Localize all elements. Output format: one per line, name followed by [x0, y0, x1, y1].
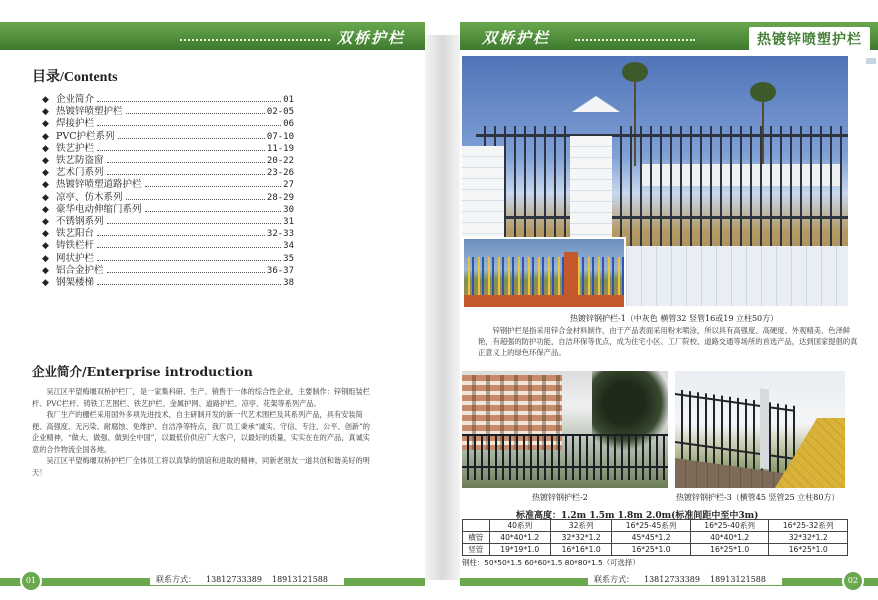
page-gutter — [425, 0, 460, 600]
toc-item — [42, 240, 294, 252]
diamond-bullet-icon: ◆ — [42, 95, 49, 105]
intro-title: 企业简介/Enterprise introduction — [32, 364, 253, 379]
toc-item-label: 铝合金护栏 — [56, 264, 104, 276]
toc-item-label: 不锈钢系列 — [56, 216, 104, 228]
toc-leader — [107, 272, 265, 273]
toc-leader — [126, 113, 265, 114]
fence-pillar — [760, 388, 769, 469]
table-of-contents — [42, 94, 294, 289]
right-header-bar — [460, 22, 878, 50]
spec-header-cell: 32系列 — [550, 520, 611, 532]
fence-bars — [462, 435, 668, 480]
toc-item — [42, 265, 294, 277]
toc-item-page: 36-37 — [266, 265, 294, 276]
diamond-bullet-icon: ◆ — [42, 168, 49, 179]
spec-cell: 32*32*1.2 — [769, 532, 848, 544]
toc-leader — [97, 260, 281, 261]
toc-item-page: 28-29 — [266, 192, 294, 203]
toc-item-label: 网状护栏 — [56, 252, 95, 264]
toc-leader — [107, 223, 282, 224]
diamond-bullet-icon: ◆ — [42, 143, 49, 154]
toc-leader — [97, 284, 281, 285]
toc-item — [42, 167, 294, 179]
toc-item-page: 07-10 — [266, 131, 294, 142]
toc-item-page: 01 — [283, 95, 294, 105]
toc-item — [42, 253, 294, 265]
pillar-cap — [566, 96, 626, 112]
spec-header-row — [463, 520, 848, 532]
fence-bars — [464, 257, 624, 297]
fence-base — [464, 295, 624, 307]
toc-title: 目录/Contents — [32, 70, 118, 85]
product-description — [478, 325, 858, 359]
spec-cell: 19*19*1.0 — [489, 544, 550, 556]
toc-leader — [126, 199, 265, 200]
toc-item-page: 32-33 — [266, 229, 294, 240]
toc-item-page: 23-26 — [266, 168, 294, 179]
fence-bars — [612, 126, 848, 246]
right-page-number: 02 — [842, 570, 864, 592]
diamond-bullet-icon: ◆ — [42, 217, 49, 228]
toc-leader — [118, 138, 265, 139]
caption-2: 热镀锌钢护栏-2 — [532, 493, 588, 502]
toc-item-label: 艺术门系列 — [56, 167, 104, 179]
toc-leader — [97, 150, 265, 151]
toc-item-page: 20-22 — [266, 156, 294, 167]
toc-item — [42, 143, 294, 155]
toc-item — [42, 216, 294, 228]
toc-item — [42, 106, 294, 118]
toc-item-label: 豪华电动伸缩门系列 — [56, 203, 142, 215]
diamond-bullet-icon: ◆ — [42, 229, 49, 240]
toc-item-label: PVC护栏系列 — [56, 130, 115, 142]
diamond-bullet-icon: ◆ — [42, 204, 49, 215]
toc-leader — [97, 247, 281, 248]
toc-item — [42, 192, 294, 204]
right-header-title: 双桥护栏 — [482, 29, 551, 47]
spec-row — [463, 532, 848, 544]
toc-item-label: 企业简介 — [56, 94, 95, 105]
spec-header-cell — [463, 520, 490, 532]
toc-item-page: 34 — [283, 241, 294, 252]
toc-item-label: 钢架楼梯 — [56, 277, 95, 289]
toc-item-label: 铸铁栏杆 — [56, 240, 95, 252]
toc-item — [42, 118, 294, 130]
toc-leader — [97, 125, 281, 126]
header-dotted-line — [575, 39, 695, 41]
contact-label: 联系方式： — [594, 575, 634, 584]
toc-item — [42, 277, 294, 289]
diamond-bullet-icon: ◆ — [42, 241, 49, 252]
diamond-bullet-icon: ◆ — [42, 278, 49, 289]
diamond-bullet-icon: ◆ — [42, 131, 49, 142]
diamond-bullet-icon: ◆ — [42, 107, 49, 118]
right-contact — [588, 574, 782, 585]
left-header-bar — [0, 22, 425, 50]
spec-header-cell: 40系列 — [489, 520, 550, 532]
header-dotted-line — [180, 39, 330, 41]
intro-paragraph: 吴江区平望梅堰双桥护栏厂全体员工将以真挚的情谊和进取的精神，同新老朋友一道共创和谐美好的明天！ — [32, 456, 370, 477]
toc-item-page: 31 — [283, 217, 294, 228]
toc-item — [42, 204, 294, 216]
spec-header-cell: 16*25-32系列 — [769, 520, 848, 532]
spec-cell: 40*40*1.2 — [489, 532, 550, 544]
spec-cell: 32*32*1.2 — [550, 532, 611, 544]
toc-item-page: 35 — [283, 253, 294, 264]
spec-cell: 16*25*1.0 — [690, 544, 769, 556]
spec-cell: 40*40*1.2 — [690, 532, 769, 544]
fence-rail — [462, 434, 668, 436]
spec-cell: 竖管 — [463, 544, 490, 556]
fence-photo-inset — [462, 237, 626, 309]
toc-item — [42, 131, 294, 143]
toc-item — [42, 94, 294, 106]
section-tab: 热镀锌喷塑护栏 — [749, 27, 870, 51]
toc-leader — [97, 235, 265, 236]
intro-text — [32, 386, 372, 478]
toc-item-label: 热镀锌喷塑道路护栏 — [56, 179, 142, 191]
diamond-bullet-icon: ◆ — [42, 253, 49, 264]
spec-header-cell: 16*25-40系列 — [690, 520, 769, 532]
toc-item-page: 30 — [283, 204, 294, 215]
phone-1: 13812733389 — [206, 575, 262, 584]
left-contact — [150, 574, 344, 585]
toc-leader — [145, 186, 282, 187]
intro-paragraph: 我厂生产的栅栏采用国外多项先进技术，自主研制开发的新一代艺术围栏及其系列产品，具有安装简便、高强度、无污染、耐腐蚀、免维护、自洁净等特点，我厂员工秉承“诚实、守信、专注、公平、创新”的企业精神，“做大、做强、做到全中国”，以最低价供应广大客户，以最好的质量，实实在在的产品，真诚实意的合作物流全国各地。 — [32, 410, 370, 454]
toc-item — [42, 155, 294, 167]
spec-cell: 横管 — [463, 532, 490, 544]
toc-item-label: 铁艺阳台 — [56, 228, 95, 240]
fence-rail — [462, 466, 668, 468]
steel-post-sizes: 钢柱：50*50*1.5 60*60*1.5 80*80*1.5（可选择） — [462, 558, 640, 567]
fence-photo-2 — [462, 371, 668, 488]
right-page — [460, 0, 878, 600]
left-header-title: 双桥护栏 — [336, 29, 405, 47]
phone-2: 18913121588 — [272, 575, 328, 584]
toc-leader — [107, 174, 265, 175]
spec-cell: 16*25*1.0 — [769, 544, 848, 556]
toc-item-page: 06 — [283, 119, 294, 130]
diamond-bullet-icon: ◆ — [42, 119, 49, 130]
toc-item-label: 热镀锌喷塑护栏 — [56, 106, 123, 118]
spec-header-cell: 16*25-45系列 — [612, 520, 691, 532]
spec-cell: 16*16*1.0 — [550, 544, 611, 556]
spec-cell: 45*45*1.2 — [612, 532, 691, 544]
fence-rail — [476, 216, 848, 219]
toc-item-label: 铁艺护栏 — [56, 142, 95, 154]
diamond-bullet-icon: ◆ — [42, 180, 49, 191]
toc-item-label: 焊接护栏 — [56, 118, 95, 130]
description-paragraph: 锌钢护栏是指采用锌合金材料制作，由于产品表面采用粉末喷涂，所以具有高强度、高硬度、外观精美、色泽鲜艳，有超强的防护功能，自洁环保等优点，成为住宅小区、工厂院校、道路交通等场所的首选产品，达到国家提倡的真正意义上的绿色环保产品。 — [478, 326, 858, 358]
spec-row — [463, 544, 848, 556]
toc-leader — [97, 101, 281, 102]
spec-table — [462, 519, 848, 556]
caption-1: 热镀锌钢护栏-1（中灰色 横管32 竖管16或19 立柱50方） — [570, 314, 779, 323]
toc-item-label: 铁艺防盗窗 — [56, 155, 104, 167]
toc-item — [42, 228, 294, 240]
diamond-bullet-icon: ◆ — [42, 192, 49, 203]
toc-leader — [107, 162, 265, 163]
toc-item-page: 11-19 — [266, 143, 294, 154]
fence-photo-3 — [675, 371, 845, 488]
diamond-bullet-icon: ◆ — [42, 265, 49, 276]
caption-3: 热镀锌钢护栏-3（横管45 竖管25 立柱80方） — [676, 493, 840, 502]
left-page-number: 01 — [20, 570, 42, 592]
edge-strip — [864, 58, 878, 258]
toc-item-page: 38 — [283, 278, 294, 289]
left-page — [0, 0, 425, 600]
toc-item-label: 凉亭、仿木系列 — [56, 191, 123, 203]
intro-paragraph: 吴江区平望梅堰双桥护栏厂，是一家集科研、生产、销售于一体的综合性企业，主要制作：锌钢组装栏杆、PVC栏杆、铸铁工艺围栏、铁艺护栏、金属护网、道路护栏、凉亭、花架等系列产品。 — [32, 387, 370, 408]
contact-label: 联系方式： — [156, 575, 196, 584]
toc-item-page: 27 — [283, 180, 294, 191]
toc-leader — [145, 211, 282, 212]
standard-height: 标准高度：1.2m 1.5m 1.8m 2.0m(标准间距中至中3m) — [516, 511, 759, 521]
fence-rail — [476, 134, 848, 137]
toc-item — [42, 179, 294, 191]
phone-1: 13812733389 — [644, 575, 700, 584]
toc-item-page: 02-05 — [266, 107, 294, 118]
spec-cell: 16*25*1.0 — [612, 544, 691, 556]
phone-2: 18913121588 — [710, 575, 766, 584]
diamond-bullet-icon: ◆ — [42, 156, 49, 167]
fence-pillar — [564, 252, 578, 307]
